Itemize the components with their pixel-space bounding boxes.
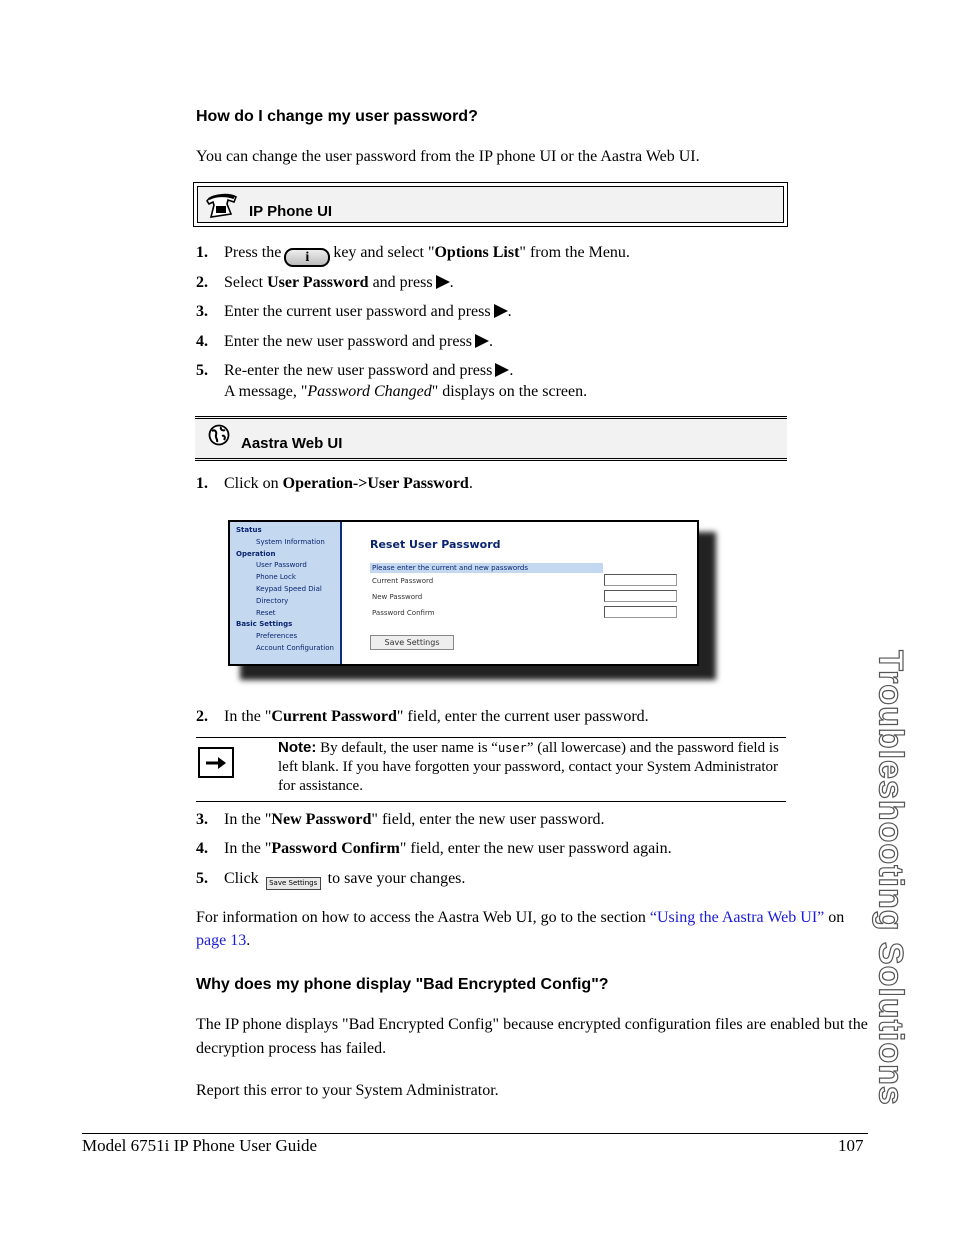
page-number: 107: [838, 1136, 864, 1155]
footer-title: Model 6751i IP Phone User Guide: [82, 1136, 317, 1155]
save-settings-button[interactable]: Save Settings: [370, 635, 454, 650]
section-heading-bad-config: Why does my phone display "Bad Encrypted Config"?: [196, 976, 609, 993]
right-arrow-icon: [475, 334, 489, 348]
instruction-bar: Please enter the current and new passwords: [370, 563, 603, 573]
ip-phone-ui-banner: [193, 182, 788, 227]
nav-item[interactable]: Directory: [256, 596, 289, 605]
nav-item[interactable]: Operation: [236, 549, 276, 558]
bad-config-paragraph: The IP phone displays "Bad Encrypted Config" because encrypted configuration files are enabled but the decryption process has failed.: [196, 1016, 868, 1057]
using-web-ui-link[interactable]: “Using the Aastra Web UI”: [649, 909, 825, 926]
aastra-web-ui-banner: [195, 416, 787, 461]
nav-item[interactable]: Preferences: [256, 632, 298, 641]
current-password-input[interactable]: [604, 574, 677, 586]
password-confirm-input[interactable]: [604, 606, 677, 618]
page-13-link[interactable]: page 13: [196, 932, 247, 949]
nav-item[interactable]: System Information: [256, 537, 325, 546]
web-ui-nav-menu: [230, 522, 342, 664]
web-ui-main-panel: [344, 522, 697, 664]
phone-icon: [205, 193, 239, 224]
ip-phone-ui-label: IP Phone UI: [249, 203, 333, 220]
nav-item[interactable]: Phone Lock: [256, 573, 296, 582]
section-heading-password: How do I change my user password?: [196, 108, 478, 125]
new-password-label: New Password: [372, 593, 423, 601]
note-text: Note: By default, the user name is “user” (all lowercase) and the password field is left blank. If you have forgotten your password, contact your System Administrator for assistance.: [278, 739, 779, 794]
aastra-web-ui-label: Aastra Web UI: [241, 435, 343, 452]
note-arrow-icon: [198, 747, 234, 778]
web-ui-screenshot: [228, 520, 699, 666]
right-arrow-icon: [495, 363, 509, 377]
right-arrow-icon: [494, 304, 508, 318]
side-tab: Troubleshooting Solutions: [871, 650, 910, 1106]
current-password-label: Current Password: [372, 577, 434, 585]
nav-item[interactable]: Keypad Speed Dial: [256, 585, 322, 593]
report-paragraph: Report this error to your System Administrator.: [196, 1082, 499, 1099]
right-arrow-icon: [436, 275, 450, 289]
intro-paragraph: You can change the user password from the IP phone UI or the Aastra Web UI.: [196, 148, 700, 165]
reset-password-title: Reset User Password: [370, 538, 501, 551]
nav-item[interactable]: Status: [236, 526, 262, 534]
save-settings-inline-button: Save Settings: [266, 877, 321, 890]
info-key-icon: i: [284, 248, 330, 267]
nav-item[interactable]: Reset: [256, 608, 276, 617]
globe-icon: [208, 424, 230, 451]
nav-item[interactable]: Account Configuration: [256, 644, 334, 652]
new-password-input[interactable]: [604, 590, 677, 602]
more-info-paragraph: For information on how to access the Aastra Web UI, go to the section “Using the Aastra Web UI” on page 13.: [196, 909, 845, 949]
password-confirm-label: Password Confirm: [372, 609, 435, 617]
note-bottom-rule: [196, 801, 786, 802]
nav-item[interactable]: User Password: [256, 561, 307, 570]
nav-item[interactable]: Basic Settings: [236, 620, 293, 629]
